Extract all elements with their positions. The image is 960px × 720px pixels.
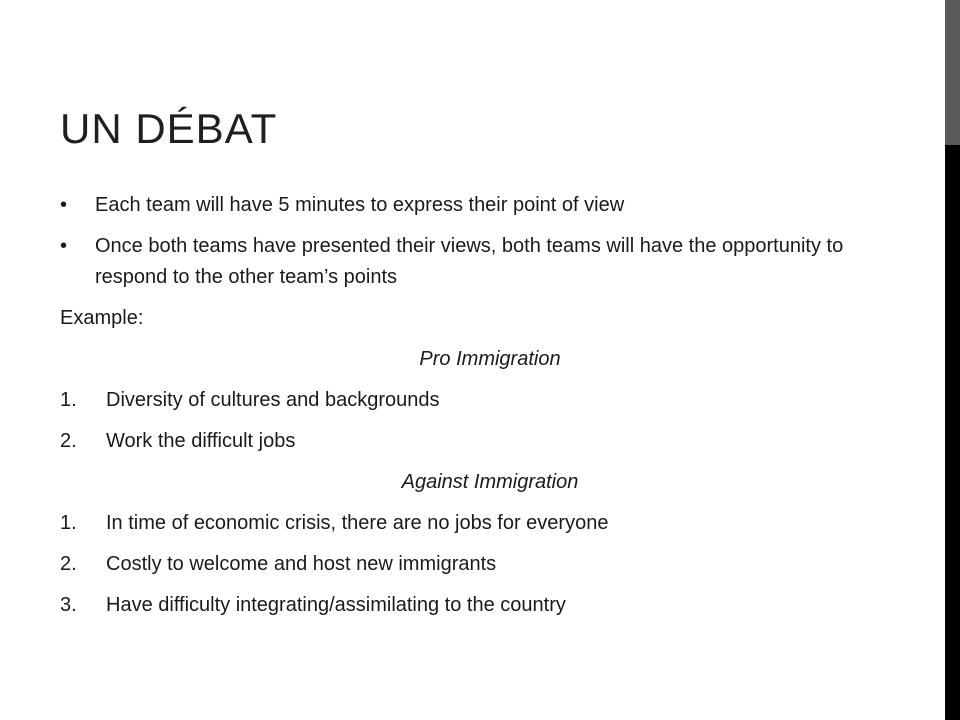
against-list-item bbox=[60, 508, 920, 539]
bullet-text: Each team will have 5 minutes to express their point of view bbox=[95, 194, 625, 216]
pro-list-item bbox=[60, 426, 920, 457]
pro-heading: Pro Immigration bbox=[419, 348, 561, 370]
list-text: Diversity of cultures and backgrounds bbox=[106, 389, 440, 411]
bullet-item bbox=[60, 231, 920, 293]
example-label: Example: bbox=[60, 307, 144, 329]
list-text: Costly to welcome and host new immigrants bbox=[106, 553, 497, 575]
bullet-dot: • bbox=[60, 235, 68, 257]
slide-body bbox=[60, 190, 920, 621]
side-accent-bar-top bbox=[945, 0, 960, 145]
list-number: 1. bbox=[60, 389, 77, 411]
list-text: Have difficulty integrating/assimilating to the country bbox=[106, 594, 566, 616]
against-list-item bbox=[60, 549, 920, 580]
list-number: 1. bbox=[60, 512, 77, 534]
list-text: In time of economic crisis, there are no jobs for everyone bbox=[106, 512, 609, 534]
bullet-text: Once both teams have presented their views, both teams will have the opportunity to respond to the other team’s points bbox=[95, 235, 844, 288]
side-accent-bar-bottom bbox=[945, 145, 960, 720]
list-number: 2. bbox=[60, 553, 77, 575]
list-number: 2. bbox=[60, 430, 77, 452]
against-heading: Against Immigration bbox=[401, 471, 579, 493]
bullet-dot: • bbox=[60, 194, 68, 216]
against-list-item bbox=[60, 590, 920, 621]
pro-list-item bbox=[60, 385, 920, 416]
list-number: 3. bbox=[60, 594, 77, 616]
slide-title: UN DÉBAT bbox=[60, 105, 278, 152]
bullet-item bbox=[60, 190, 920, 221]
list-text: Work the difficult jobs bbox=[106, 430, 296, 452]
